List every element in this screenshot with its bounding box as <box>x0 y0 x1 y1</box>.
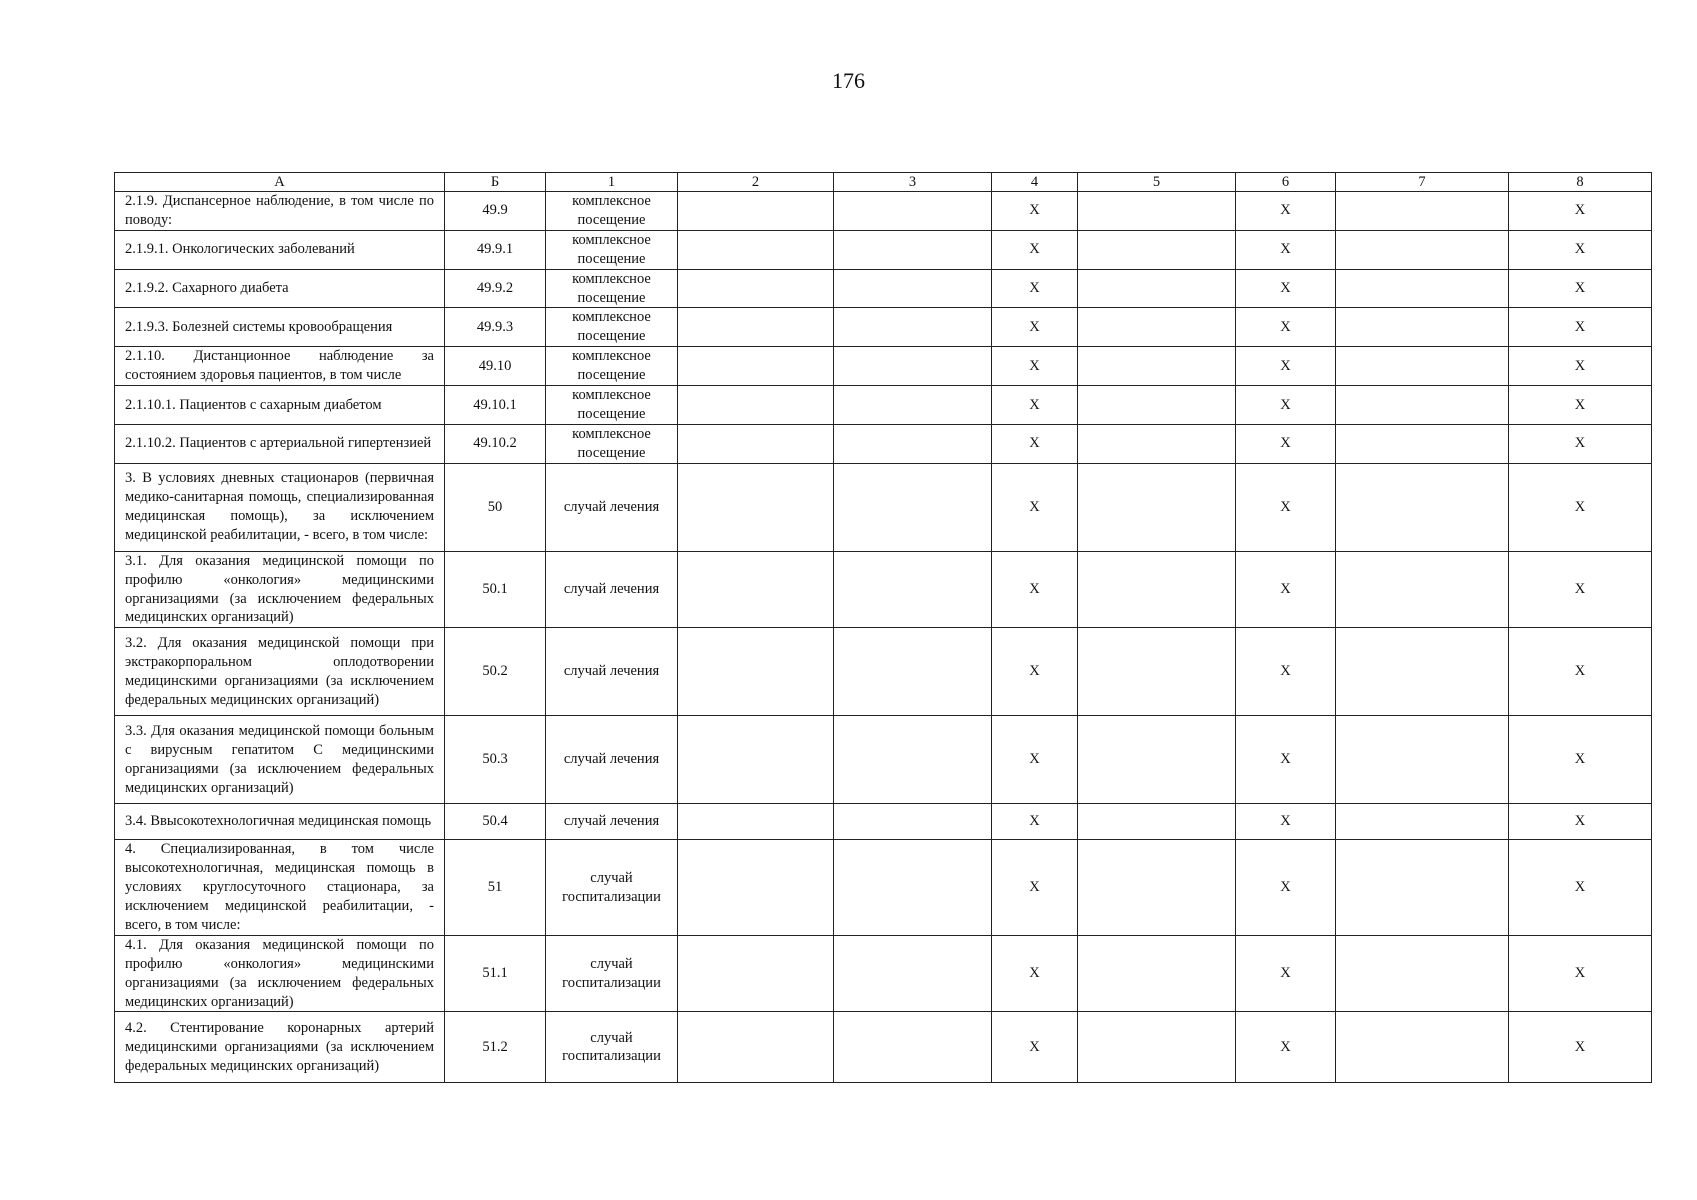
table-row <box>115 347 1652 386</box>
table-cell: Х <box>992 551 1078 628</box>
table-cell: Х <box>1509 628 1652 716</box>
table-cell <box>1336 463 1509 551</box>
table-cell: 2.1.10.2. Пациентов с артериальной гипертензией <box>115 424 445 463</box>
table-cell <box>834 386 992 425</box>
table-cell: Х <box>1236 840 1336 936</box>
table-cell <box>834 935 992 1012</box>
table-cell: Х <box>1509 347 1652 386</box>
table-cell <box>1078 628 1236 716</box>
table-cell <box>678 386 834 425</box>
table-cell <box>678 551 834 628</box>
table-row <box>115 230 1652 269</box>
table-row <box>115 192 1652 231</box>
table-cell: Х <box>1509 463 1652 551</box>
table-row <box>115 463 1652 551</box>
table-row <box>115 628 1652 716</box>
table-cell: 2.1.9. Диспансерное наблюдение, в том числе по поводу: <box>115 192 445 231</box>
table-cell: 51 <box>445 840 546 936</box>
table-row <box>115 424 1652 463</box>
column-header: 7 <box>1336 173 1509 192</box>
table-cell <box>678 347 834 386</box>
table-cell: случай госпитализации <box>546 840 678 936</box>
table-cell <box>834 716 992 804</box>
table-cell: Х <box>1509 424 1652 463</box>
table-cell: 4. Специализированная, в том числе высокотехнологичная, медицинская помощь в условиях круглосуточного стационара, за исключением медицинской реабилитации, - всего, в том числе: <box>115 840 445 936</box>
table-cell: Х <box>1509 269 1652 308</box>
column-header: 4 <box>992 173 1078 192</box>
table-cell <box>834 269 992 308</box>
table-cell: 51.1 <box>445 935 546 1012</box>
table-row <box>115 935 1652 1012</box>
table-cell <box>1336 230 1509 269</box>
table-cell: Х <box>992 935 1078 1012</box>
table-cell: Х <box>992 628 1078 716</box>
table-cell: Х <box>1236 386 1336 425</box>
table-cell: Х <box>1509 386 1652 425</box>
table-cell: комплексное посещение <box>546 230 678 269</box>
table-cell: комплексное посещение <box>546 308 678 347</box>
table-cell: Х <box>1236 424 1336 463</box>
table-cell: комплексное посещение <box>546 386 678 425</box>
table-cell <box>834 308 992 347</box>
table-cell: случай лечения <box>546 716 678 804</box>
table-row <box>115 716 1652 804</box>
column-header: 8 <box>1509 173 1652 192</box>
table-cell <box>1078 192 1236 231</box>
table-cell: 2.1.10. Дистанционное наблюдение за состоянием здоровья пациентов, в том числе <box>115 347 445 386</box>
table-cell: 2.1.9.3. Болезней системы кровообращения <box>115 308 445 347</box>
table-row <box>115 308 1652 347</box>
table-cell: 50.1 <box>445 551 546 628</box>
table-cell <box>678 192 834 231</box>
column-header: 5 <box>1078 173 1236 192</box>
table-cell: 3.4. Ввысокотехнологичная медицинская помощь <box>115 804 445 840</box>
table-cell <box>1336 628 1509 716</box>
table-cell <box>1336 269 1509 308</box>
table-cell <box>1078 551 1236 628</box>
table-cell: Х <box>1509 935 1652 1012</box>
table-cell <box>834 628 992 716</box>
table-cell: Х <box>992 308 1078 347</box>
table-cell: Х <box>1236 463 1336 551</box>
column-header: 2 <box>678 173 834 192</box>
table-cell <box>678 269 834 308</box>
table-header-row <box>115 173 1652 192</box>
table-cell: Х <box>1236 347 1336 386</box>
table-cell: 50.4 <box>445 804 546 840</box>
table-cell <box>834 192 992 231</box>
table-cell <box>1336 840 1509 936</box>
table-cell <box>1336 1012 1509 1083</box>
table-cell <box>678 935 834 1012</box>
table-row <box>115 551 1652 628</box>
table-row <box>115 804 1652 840</box>
table-cell <box>1336 308 1509 347</box>
table-cell: 3. В условиях дневных стационаров (первичная медико-санитарная помощь, специализированная медицинская помощь), за исключением медицинской реабилитации, - всего, в том числе: <box>115 463 445 551</box>
table-cell <box>678 716 834 804</box>
table-cell: 4.2. Стентирование коронарных артерий медицинскими организациями (за исключением федеральных медицинских организаций) <box>115 1012 445 1083</box>
table-cell <box>1078 463 1236 551</box>
table-cell: 49.10.1 <box>445 386 546 425</box>
table-cell: Х <box>992 804 1078 840</box>
table-cell <box>1078 424 1236 463</box>
table-cell: случай лечения <box>546 463 678 551</box>
table-cell: 49.10.2 <box>445 424 546 463</box>
table-cell: 3.1. Для оказания медицинской помощи по профилю «онкология» медицинскими организациями (за исключением федеральных медицинских организаций) <box>115 551 445 628</box>
table-cell: 2.1.9.1. Онкологических заболеваний <box>115 230 445 269</box>
table-cell <box>1336 192 1509 231</box>
column-header: Б <box>445 173 546 192</box>
table-cell <box>1078 840 1236 936</box>
table-cell <box>1078 716 1236 804</box>
table-row <box>115 269 1652 308</box>
table-cell: Х <box>1509 804 1652 840</box>
table-cell <box>1078 269 1236 308</box>
table-cell: Х <box>992 840 1078 936</box>
table-cell: 3.3. Для оказания медицинской помощи больным с вирусным гепатитом С медицинскими организациями (за исключением федеральных медицинских организаций) <box>115 716 445 804</box>
table-cell <box>1336 424 1509 463</box>
table-cell: Х <box>1236 230 1336 269</box>
table-cell <box>1078 386 1236 425</box>
table-cell: комплексное посещение <box>546 347 678 386</box>
table-cell <box>834 347 992 386</box>
table-row <box>115 1012 1652 1083</box>
table-cell: Х <box>1236 716 1336 804</box>
table-cell <box>1078 935 1236 1012</box>
column-header: А <box>115 173 445 192</box>
table-cell <box>678 804 834 840</box>
column-header: 3 <box>834 173 992 192</box>
table-cell: 49.9.1 <box>445 230 546 269</box>
table-cell: Х <box>992 269 1078 308</box>
table-cell: Х <box>1236 1012 1336 1083</box>
table-cell: случай лечения <box>546 804 678 840</box>
table-cell: комплексное посещение <box>546 192 678 231</box>
table-cell: Х <box>1509 840 1652 936</box>
table-cell: Х <box>1236 308 1336 347</box>
table-row <box>115 840 1652 936</box>
table-cell <box>834 840 992 936</box>
table-cell <box>678 628 834 716</box>
table-cell: Х <box>992 347 1078 386</box>
table-cell <box>1078 230 1236 269</box>
table-cell <box>678 308 834 347</box>
table-cell: 4.1. Для оказания медицинской помощи по профилю «онкология» медицинскими организациями (за исключением федеральных медицинских организаций) <box>115 935 445 1012</box>
table-cell: Х <box>992 716 1078 804</box>
table-cell <box>834 230 992 269</box>
table-cell <box>1336 804 1509 840</box>
table-cell <box>1336 551 1509 628</box>
table-cell: случай лечения <box>546 551 678 628</box>
table-cell: Х <box>992 192 1078 231</box>
table-cell: комплексное посещение <box>546 269 678 308</box>
table-cell: комплексное посещение <box>546 424 678 463</box>
table-cell <box>678 1012 834 1083</box>
table-cell <box>834 804 992 840</box>
table-cell: 2.1.9.2. Сахарного диабета <box>115 269 445 308</box>
table-cell: случай госпитализации <box>546 1012 678 1083</box>
table-cell <box>678 424 834 463</box>
table-cell: Х <box>992 230 1078 269</box>
table-cell: 3.2. Для оказания медицинской помощи при экстракорпоральном оплодотворении медицинскими организациями (за исключением федеральных медицинских организаций) <box>115 628 445 716</box>
table-cell: Х <box>1236 935 1336 1012</box>
table-cell <box>834 1012 992 1083</box>
table-cell <box>834 463 992 551</box>
table-cell <box>1078 347 1236 386</box>
table-cell: Х <box>1236 192 1336 231</box>
table-cell: Х <box>992 463 1078 551</box>
table-cell <box>678 840 834 936</box>
table-cell <box>834 424 992 463</box>
column-header: 6 <box>1236 173 1336 192</box>
table-cell: 50 <box>445 463 546 551</box>
data-table <box>114 172 1652 1083</box>
table-cell: случай госпитализации <box>546 935 678 1012</box>
column-header: 1 <box>546 173 678 192</box>
table-cell: 49.9 <box>445 192 546 231</box>
table-cell: Х <box>1509 230 1652 269</box>
table-cell: Х <box>1509 192 1652 231</box>
table-cell: 49.10 <box>445 347 546 386</box>
table-body <box>115 192 1652 1083</box>
table-cell: Х <box>1509 1012 1652 1083</box>
table-cell: Х <box>1509 308 1652 347</box>
table-cell <box>1078 308 1236 347</box>
table-cell: Х <box>1236 628 1336 716</box>
table-cell: Х <box>992 386 1078 425</box>
page-number: 176 <box>832 68 865 93</box>
table-cell <box>1078 804 1236 840</box>
table-cell: Х <box>1236 551 1336 628</box>
table-row <box>115 386 1652 425</box>
table-cell: Х <box>992 424 1078 463</box>
table-cell: Х <box>1236 804 1336 840</box>
table-cell: Х <box>1509 551 1652 628</box>
table-cell <box>1336 347 1509 386</box>
table-cell: Х <box>992 1012 1078 1083</box>
table-cell: Х <box>1509 716 1652 804</box>
table-cell <box>1336 716 1509 804</box>
table-cell <box>1336 386 1509 425</box>
table-cell <box>1078 1012 1236 1083</box>
table-cell: 51.2 <box>445 1012 546 1083</box>
table-cell <box>678 463 834 551</box>
table-cell: случай лечения <box>546 628 678 716</box>
table-cell: Х <box>1236 269 1336 308</box>
table-cell: 2.1.10.1. Пациентов с сахарным диабетом <box>115 386 445 425</box>
table-cell <box>1336 935 1509 1012</box>
table-cell: 50.3 <box>445 716 546 804</box>
table-cell: 49.9.2 <box>445 269 546 308</box>
table-cell: 50.2 <box>445 628 546 716</box>
table-cell: 49.9.3 <box>445 308 546 347</box>
table-cell <box>834 551 992 628</box>
table-cell <box>678 230 834 269</box>
